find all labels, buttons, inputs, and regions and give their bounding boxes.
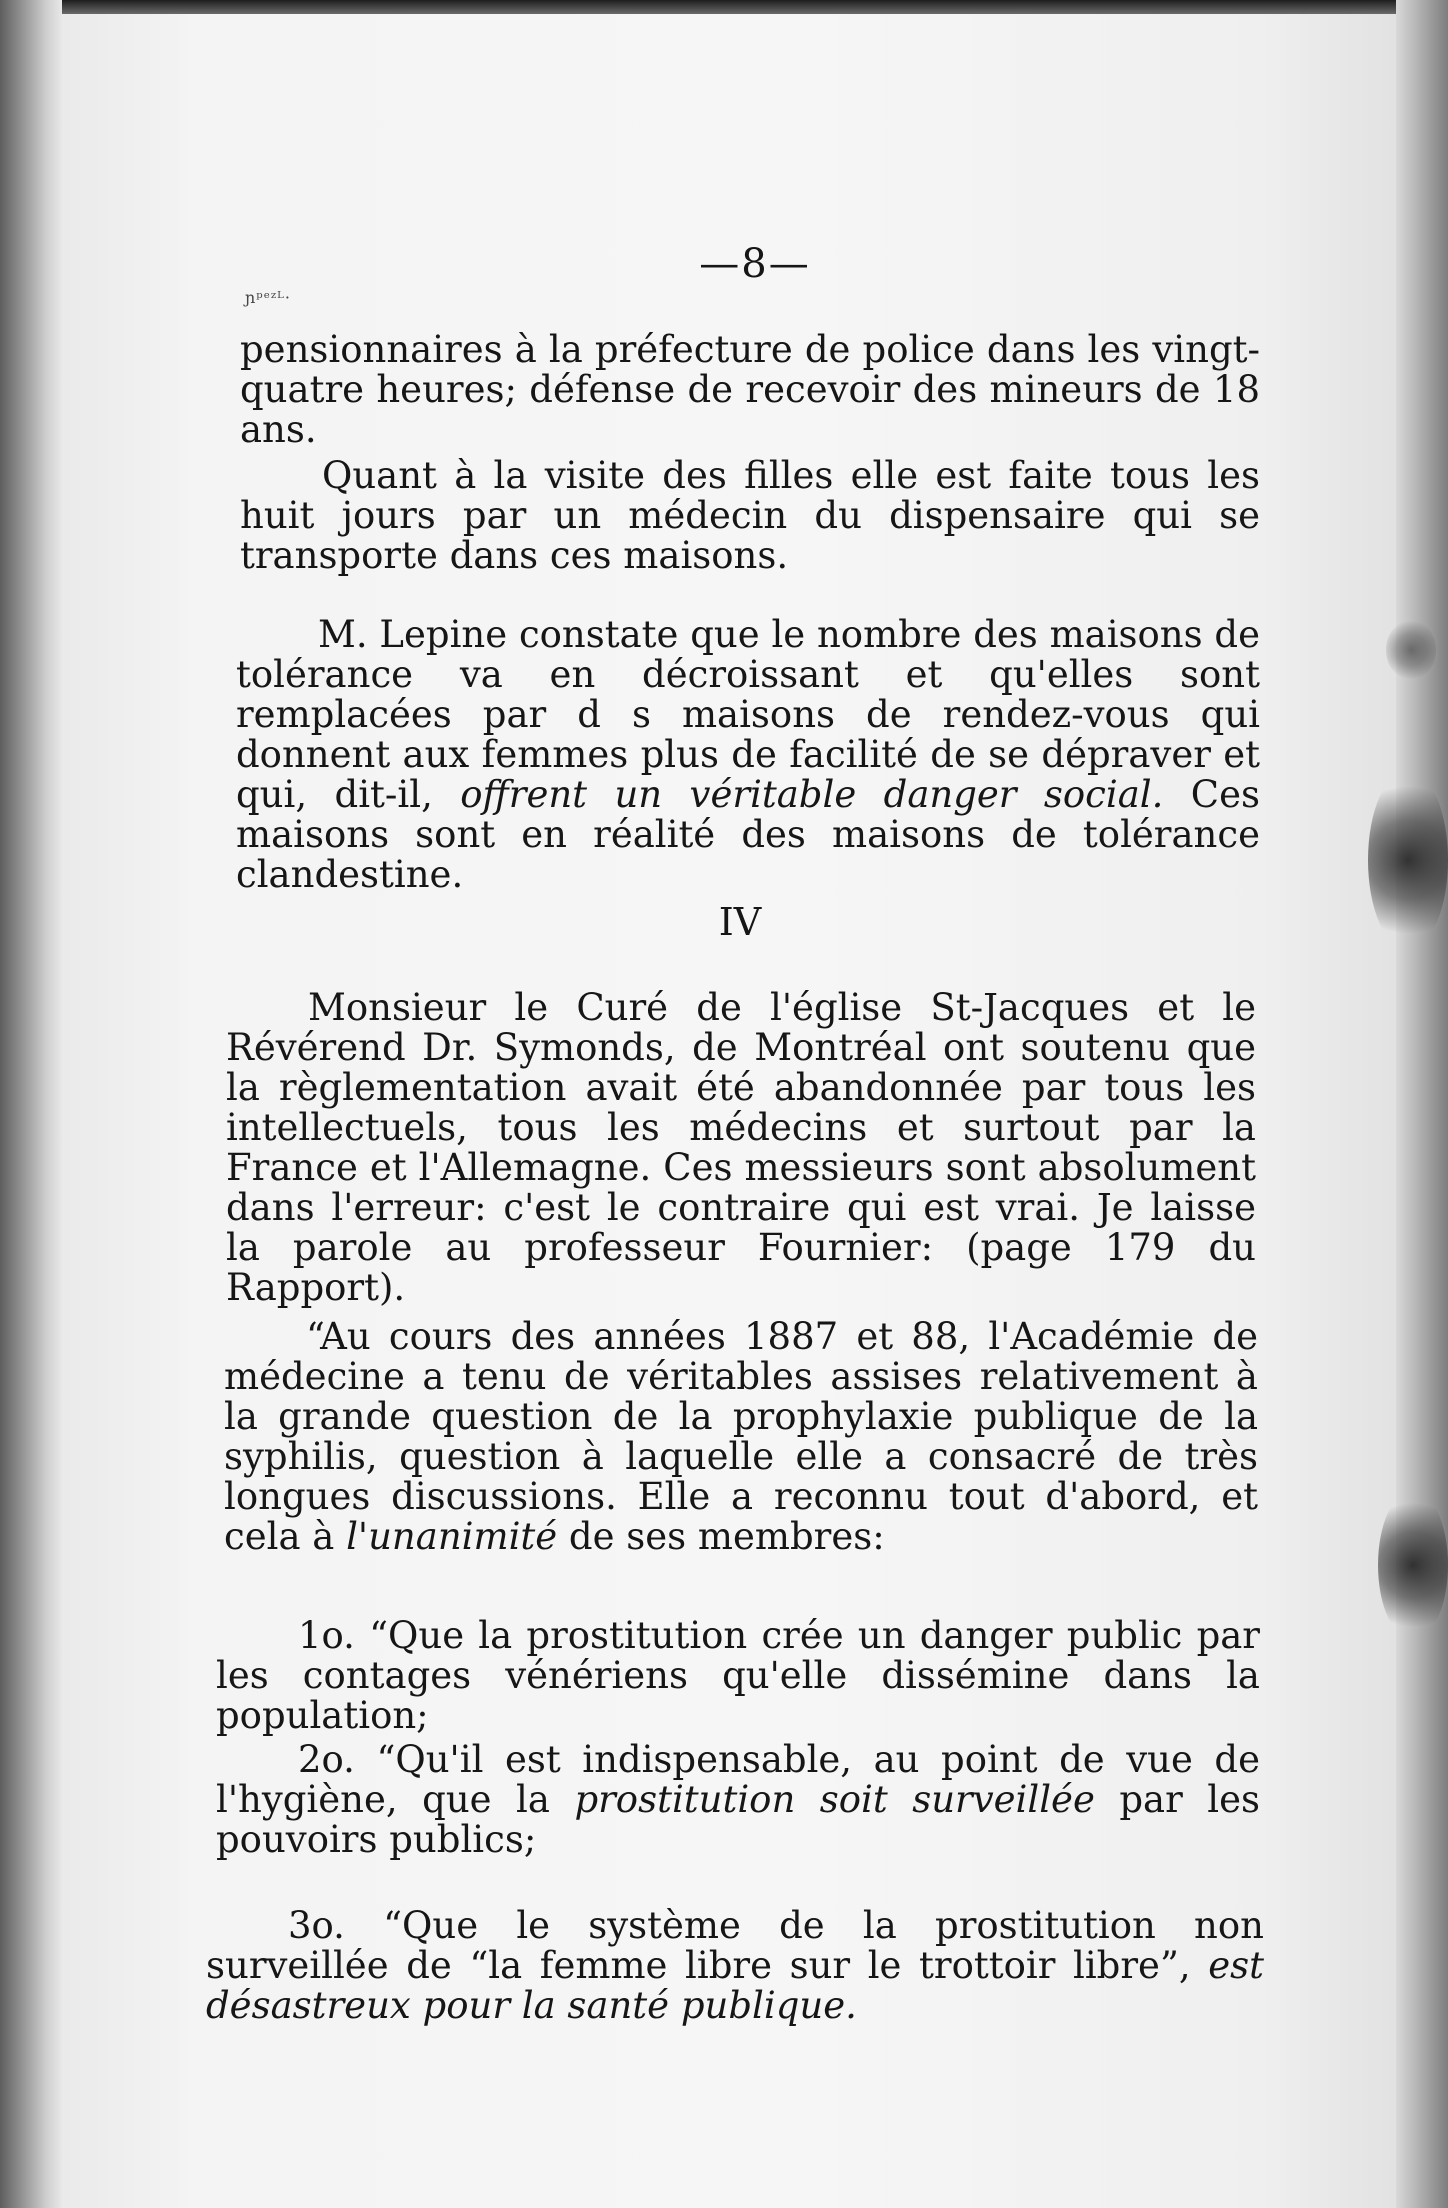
page-number: —8— xyxy=(699,241,811,287)
paragraph-4 xyxy=(226,988,1256,1308)
paragraph-text: pensionnaires à la préfecture de police dans les vingt-quatre heures; défense de recevoir des mineurs de 18 ans. xyxy=(240,328,1260,451)
emphasis-text: prostitution soit surveillée xyxy=(574,1778,1095,1821)
paragraph-8 xyxy=(206,1906,1264,2026)
emphasis-text: offrent un véritable danger social. xyxy=(460,773,1164,816)
paragraph-2 xyxy=(240,456,1260,576)
paragraph-text: “Au cours des années 1887 et 88, l'Académie de médecine a tenu de véritables assises relativement à la grande question de la prophylaxie publique de la syphilis, question à laquelle elle a consacré de très longues discussions. Elle a reconnu tout d'abord, et cela à xyxy=(224,1315,1258,1558)
paragraph-text: Ces maisons sont en réalité des maisons de tolérance clandestine. xyxy=(236,773,1260,896)
section-heading: IV xyxy=(718,900,762,944)
paragraph-text: M. Lepine constate que le nombre des maisons de tolérance va en décroissant et qu'elles sont remplacées par d s maisons de rendez-vous qui donnent aux femmes plus de facilité de se dépraver et qui, dit-il, xyxy=(236,613,1260,816)
paragraph-6 xyxy=(216,1616,1260,1736)
paragraph-text: 2o. “Qu'il est indispensable, au point de vue de l'hygiène, que la xyxy=(216,1738,1260,1821)
paragraph-text: Quant à la visite des filles elle est faite tous les huit jours par un médecin du dispensaire qui se transporte dans ces maisons. xyxy=(240,454,1260,577)
paragraph-5 xyxy=(224,1317,1258,1557)
paragraph-7 xyxy=(216,1740,1260,1860)
paragraph-text: 3o. “Que le système de la prostitution non surveillée de “la femme libre sur le trottoir libre”, xyxy=(206,1904,1264,1987)
emphasis-text: l'unanimité xyxy=(346,1515,558,1558)
emphasis-text: est désastreux pour la santé publique. xyxy=(206,1944,1264,2027)
paragraph-3 xyxy=(236,615,1260,895)
paragraph-text: par les pouvoirs publics; xyxy=(216,1778,1260,1861)
paragraph-1 xyxy=(240,330,1260,450)
paragraph-text: Monsieur le Curé de l'église St-Jacques et le Révérend Dr. Symonds, de Montréal ont soutenu que la règlementation avait été abandonnée par tous les intellectuels, tous les médecins et surtout par la France et l'Allemagne. Ces messieurs sont absolument dans l'erreur: c'est le contraire qui est vrai. Je laisse la parole au professeur Fournier: (page 179 du Rapport). xyxy=(226,986,1256,1309)
paragraph-text: 1o. “Que la prostitution crée un danger public par les contages vénériens qu'elle dissémine dans la population; xyxy=(216,1614,1260,1737)
paragraph-text: de ses membres: xyxy=(557,1515,885,1558)
corner-mark: ɲᵖᵉᶻᴸ· xyxy=(245,288,291,307)
